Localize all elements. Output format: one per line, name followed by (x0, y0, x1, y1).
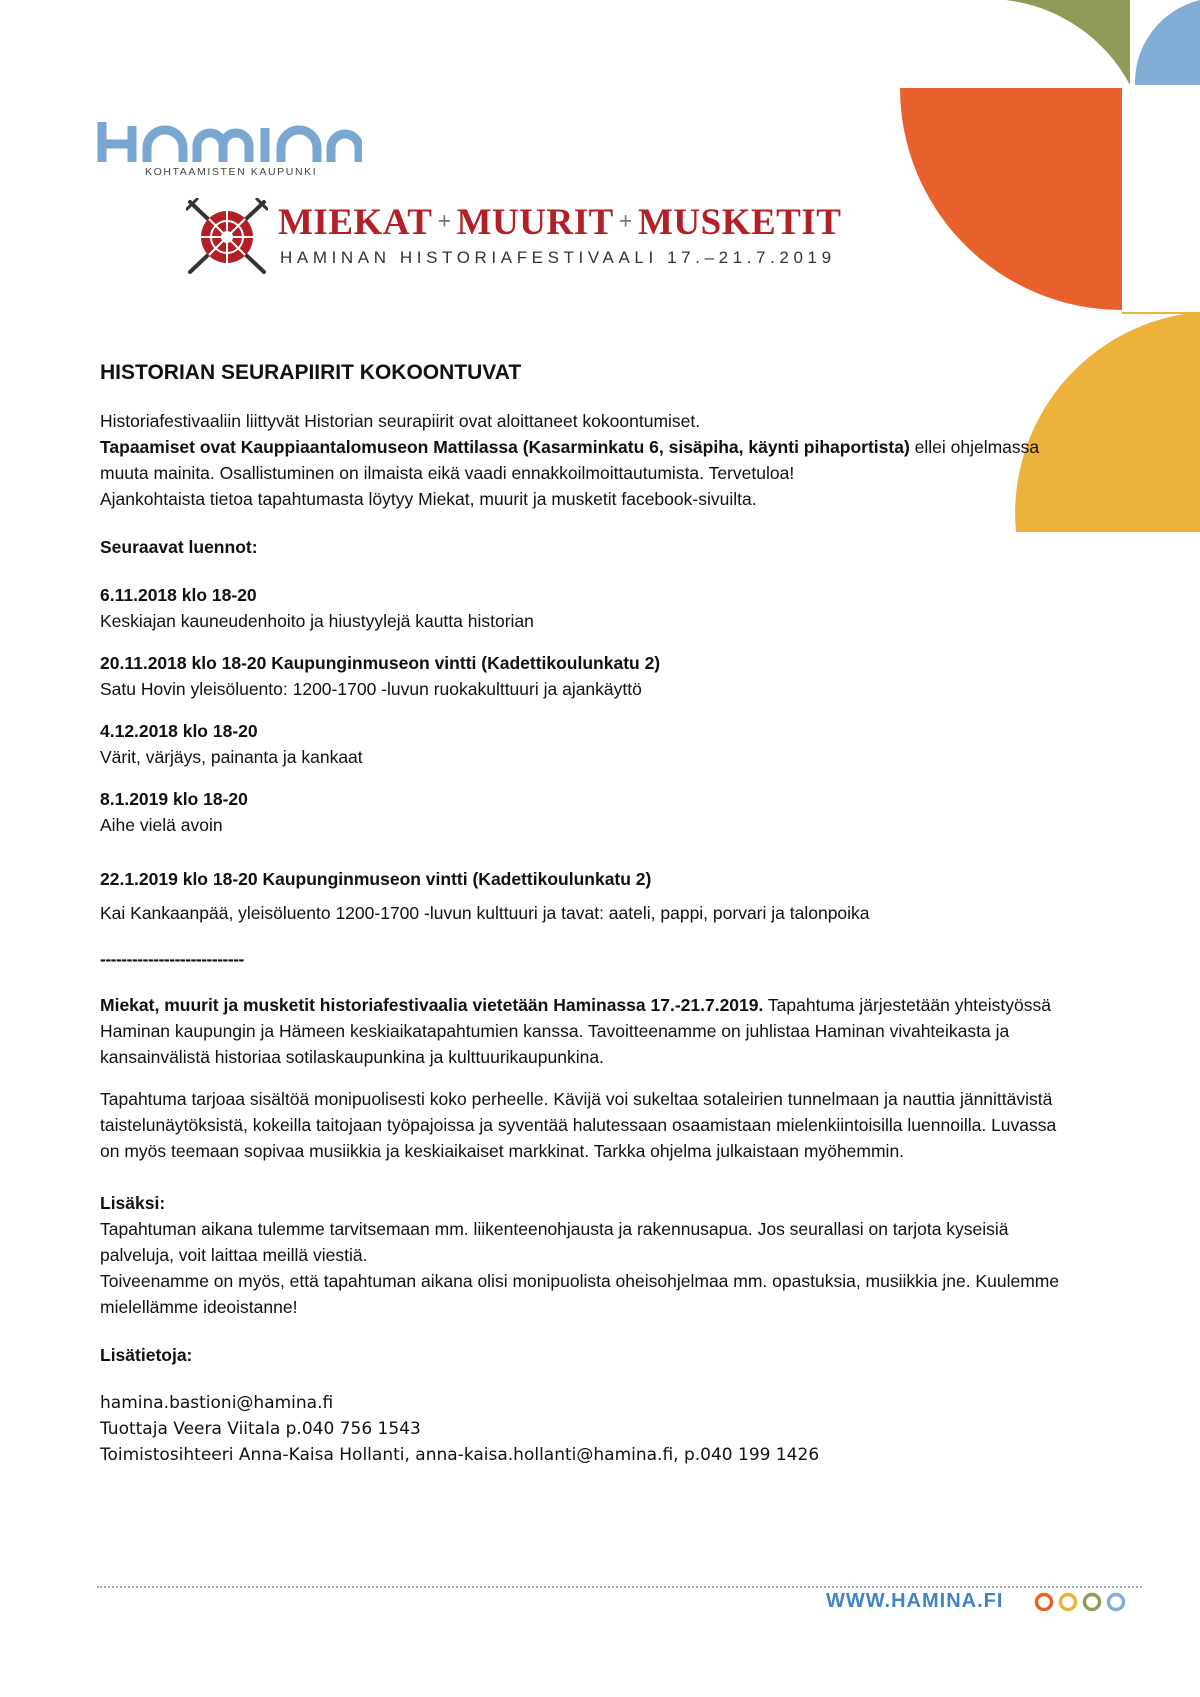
lectures-heading: Seuraavat luennot: (100, 537, 258, 557)
intro-paragraph (100, 408, 1060, 512)
festival-title-word: MUSKETIT (637, 202, 842, 243)
footer-rings-icon (1033, 1591, 1129, 1613)
orange-quarter-shape (900, 88, 1122, 310)
footer-website-link[interactable]: WWW.HAMINA.FI (826, 1590, 1004, 1612)
lecture-date: 4.12.2018 klo 18-20 (100, 721, 258, 741)
festival-title-word: MUURIT (456, 202, 614, 243)
document-title: HISTORIAN SEURAPIIRIT KOKOONTUVAT (100, 361, 522, 384)
lecture-topic: Satu Hovin yleisöluento: 1200-1700 -luvun ruokakulttuuri ja ajankäyttö (100, 679, 642, 699)
lecture-date: 8.1.2019 klo 18-20 (100, 789, 248, 809)
hamina-tagline: KOHTAAMISTEN KAUPUNKI (145, 166, 318, 178)
swords-shield-icon (186, 198, 268, 276)
lecture-date: 20.11.2018 klo 18-20 Kaupunginmuseon vintti (Kadettikoulunkatu 2) (100, 653, 661, 673)
info-heading: Lisätietoja: (100, 1345, 193, 1365)
lecture-item (100, 786, 1060, 838)
hamina-wordmark-graphic (97, 122, 362, 162)
contact-email-link[interactable]: hamina.bastioni@hamina.fi (100, 1393, 334, 1413)
contact-secretary: Toimistosihteeri Anna-Kaisa Hollanti, anna-kaisa.hollanti@hamina.fi, p.040 199 1426 (100, 1445, 820, 1465)
intro-location: Tapaamiset ovat Kauppiaantalomuseon Mattilassa (Kasarminkatu 6, sisäpiha, käynti pihaportista) (100, 437, 910, 457)
green-arc-shape (968, 0, 1130, 85)
lisaksi-paragraph: Toiveenamme on myös, että tapahtuman aikana olisi monipuolista oheisohjelmaa mm. opastuksia, musiikkia jne. Kuulemme mielellämme ideoistanne! (100, 1271, 1060, 1317)
section-divider: --------------------------- (100, 949, 244, 969)
lecture-topic: Kai Kankaanpää, yleisöluento 1200-1700 -luvun kulttuuri ja tavat: aateli, pappi, porvari ja talonpoika (100, 903, 870, 923)
contact-producer: Tuottaja Veera Viitala p.040 756 1543 (100, 1419, 421, 1439)
festival-title-plus: + (437, 209, 452, 235)
program-paragraph: Tapahtuma tarjoaa sisältöä monipuolisesti koko perheelle. Kävijä voi sukeltaa sotaleirien tunnelmaan ja nauttia jännittävistä taistelunäytöksistä, kokeilla taitojaan työpajoissa ja syventää halutessaan osaamistaan mielenkiintoisilla luennoilla. Luvassa on myös teemaan sopivaa musiikkia ja keskiaikaiset markkinat. Tarkka ohjelma julkaistaan myöhemmin. (100, 1089, 1057, 1161)
festival-description: Tapahtuma järjestetään yhteistyössä Haminan kaupungin ja Hämeen keskiaikatapahtumien kanssa. Tavoitteenamme on juhlistaa Haminan vivahteikasta ja kansainvälistä historiaa sotilaskaupunkina ja kulttuurikaupunkina. (100, 995, 1051, 1067)
lecture-topic: Keskiajan kauneudenhoito ja hiustyylejä kautta historian (100, 611, 534, 631)
footer-divider (97, 1586, 1142, 1588)
lecture-item (100, 650, 1060, 702)
festival-logo (186, 198, 866, 276)
intro-line: Historiafestivaaliin liittyvät Historian seurapiirit ovat aloittaneet kokoontumiset. (100, 411, 701, 431)
lisaksi-heading: Lisäksi: (100, 1193, 166, 1213)
intro-facebook-line: Ajankohtaista tietoa tapahtumasta löytyy Miekat, muurit ja musketit facebook-sivuilta. (100, 489, 757, 509)
lecture-topic: Aihe vielä avoin (100, 815, 223, 835)
lecture-item (100, 718, 1060, 770)
festival-lead: Miekat, muurit ja musketit historiafestivaalia vietetään Haminassa 17.-21.7.2019. (100, 995, 764, 1015)
hamina-logo (97, 122, 367, 178)
lecture-item (100, 582, 1060, 634)
festival-paragraph (100, 992, 1060, 1070)
lisaksi-paragraph: Tapahtuman aikana tulemme tarvitsemaan mm. liikenteenohjausta ja rakennusapua. Jos seurallasi on tarjota kyseisiä palveluja, voit laittaa meillä viestiä. (100, 1219, 1009, 1265)
contact-list (100, 1390, 1060, 1468)
yellow-side-shape (1122, 312, 1200, 314)
festival-title-word: MIEKAT (278, 202, 433, 243)
document-body (100, 360, 1060, 1468)
intro-details: ellei ohjelmassa muuta mainita. Osallistuminen on ilmaista eikä vaadi ennakkoilmoittautumista. Tervetuloa! (100, 437, 1040, 483)
festival-title (278, 204, 841, 241)
hamina-wordmark (97, 122, 367, 162)
blue-arc-shape (1135, 0, 1200, 85)
lecture-date: 22.1.2019 klo 18-20 Kaupunginmuseon vintti (Kadettikoulunkatu 2) (100, 869, 652, 889)
festival-title-plus: + (618, 209, 633, 235)
lecture-date: 6.11.2018 klo 18-20 (100, 585, 257, 605)
lecture-topic: Värit, värjäys, painanta ja kankaat (100, 747, 363, 767)
lecture-item (100, 866, 1060, 926)
festival-subtitle: HAMINAN HISTORIAFESTIVAALI 17.–21.7.2019 (280, 248, 836, 267)
